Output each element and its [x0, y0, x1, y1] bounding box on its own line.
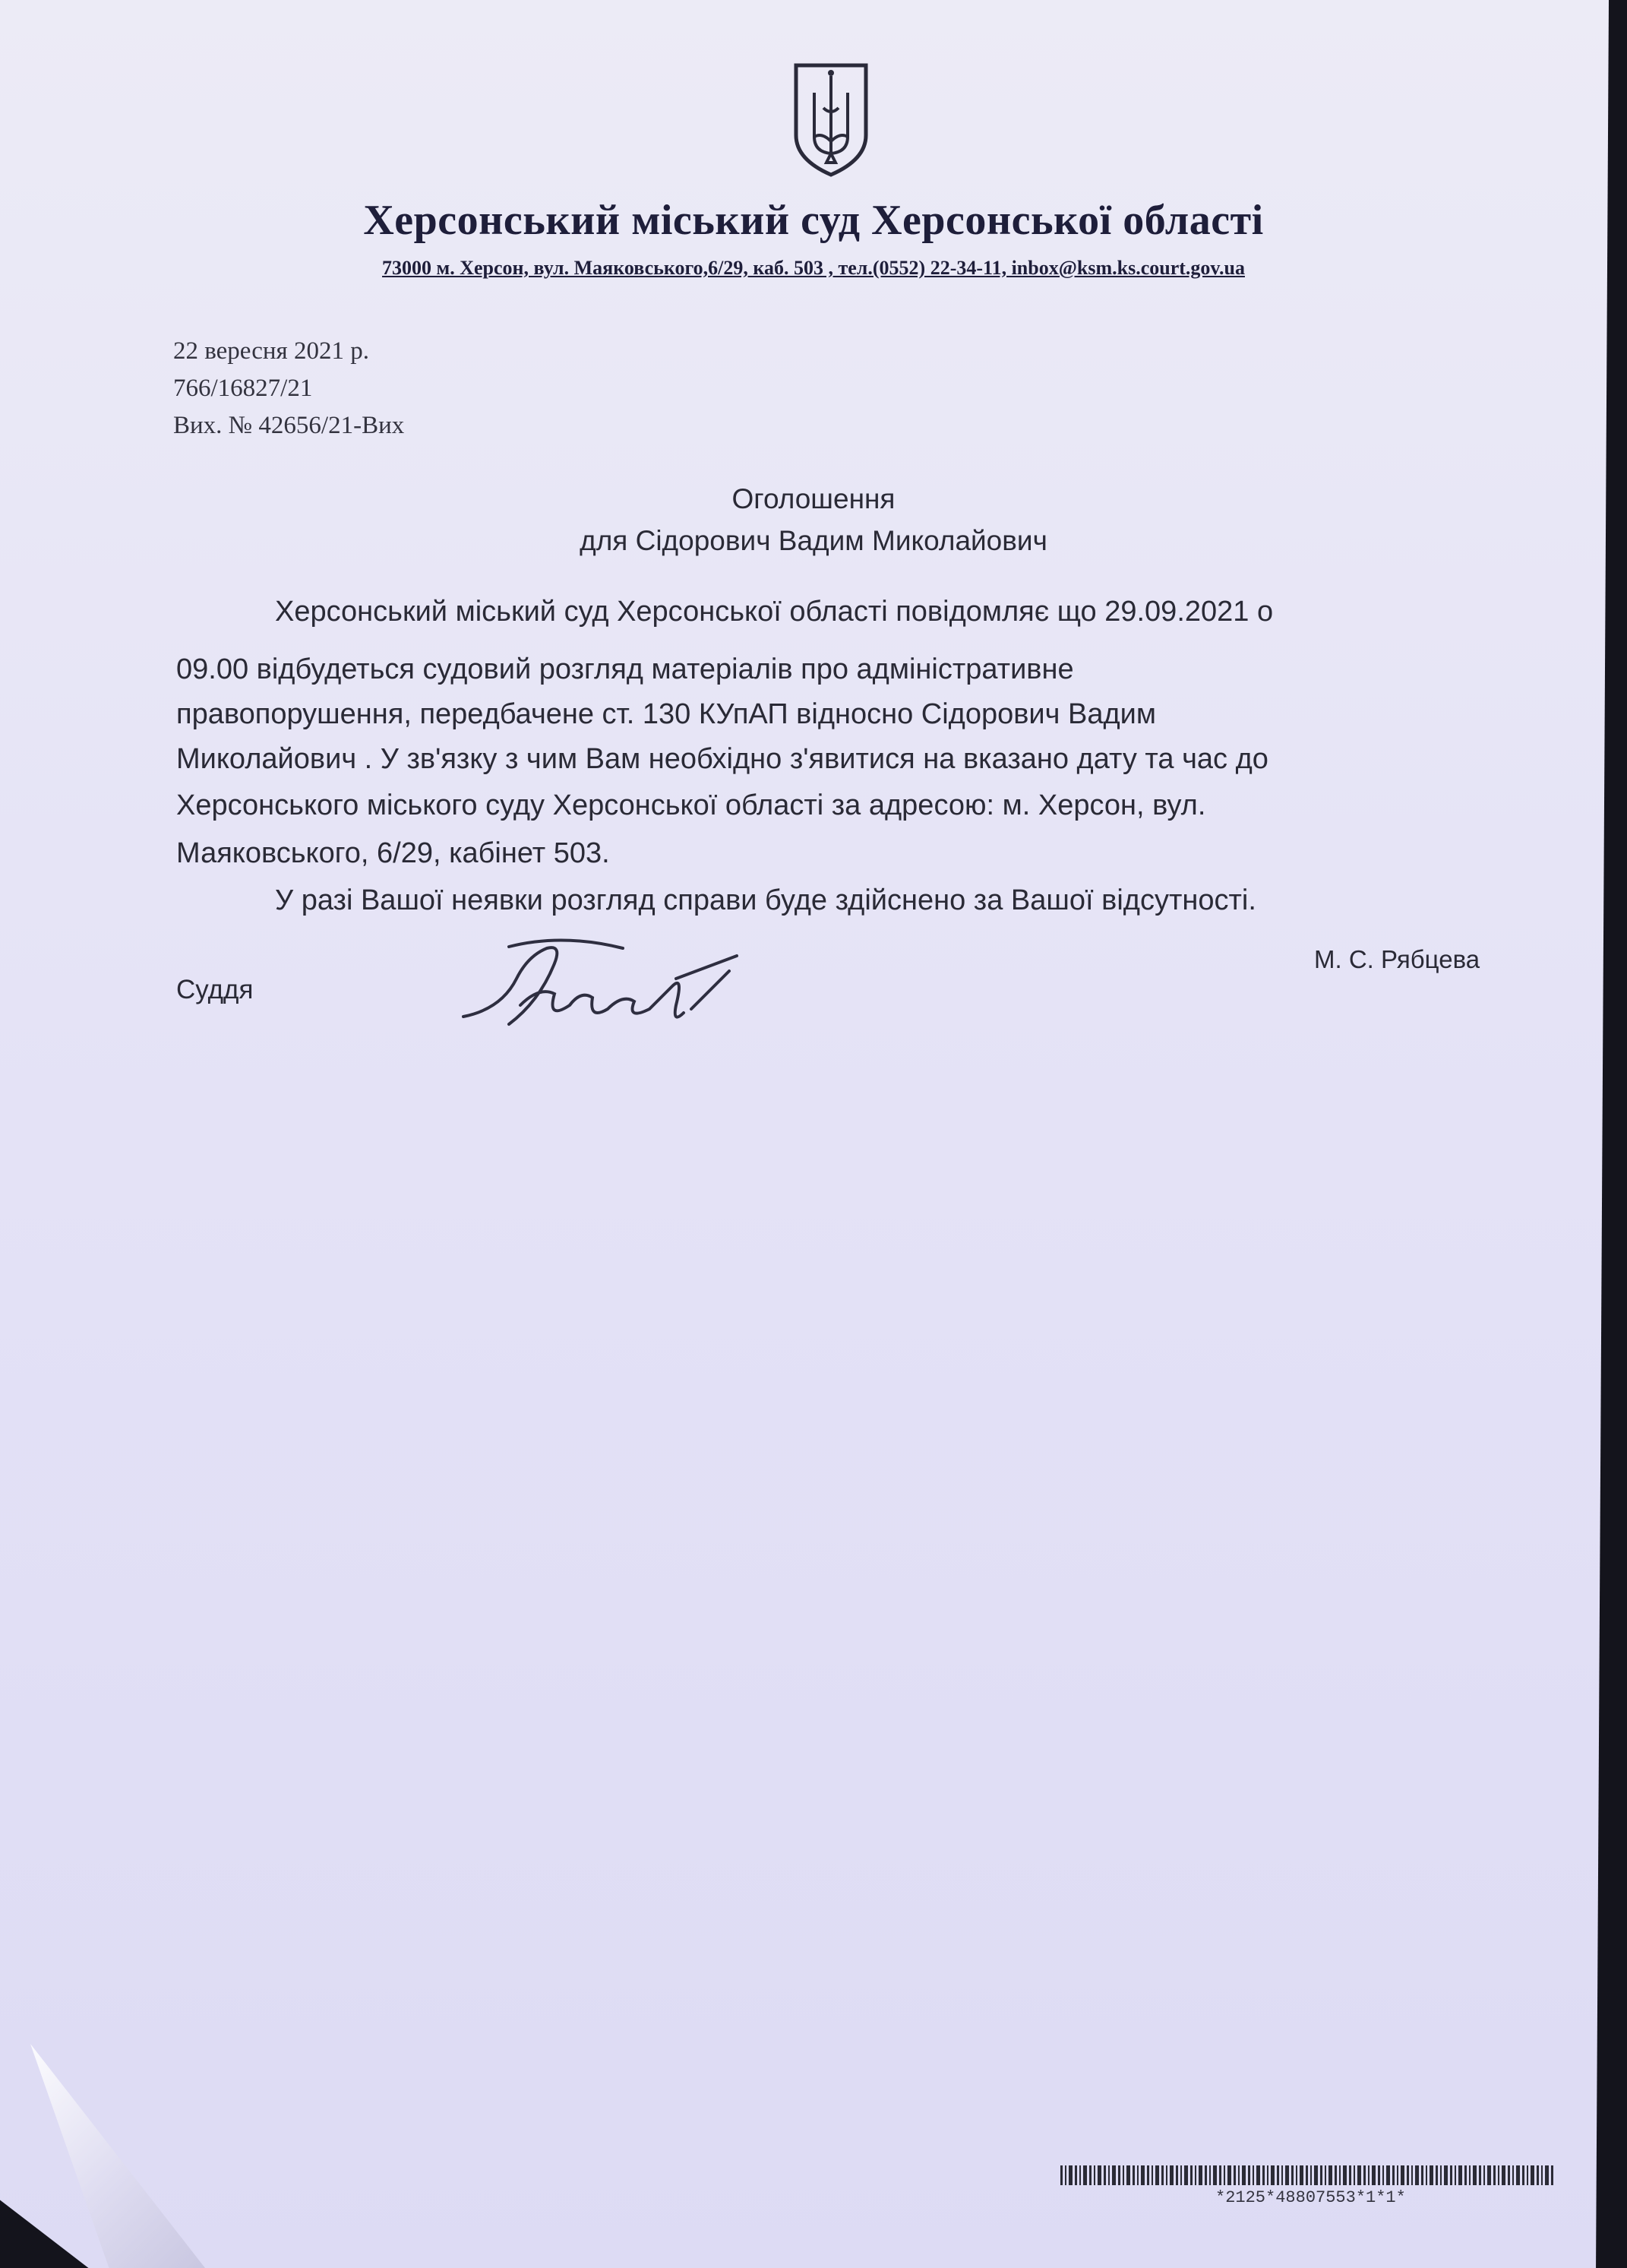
- body-line: Херсонський міський суд Херсонської області повідомляє що 29.09.2021 о: [275, 596, 1274, 628]
- notice-recipient: для Сідорович Вадим Миколайович: [580, 525, 1047, 556]
- judge-role-label: Суддя: [176, 975, 254, 1004]
- court-address: 73000 м. Херсон, вул. Маяковського,6/29, каб. 503 , тел.(0552) 22-34-11, inbox@ksm.ks.court.gov.ua: [382, 257, 1245, 279]
- document-date: 22 вересня 2021 р.: [173, 337, 369, 365]
- body-line: Миколайович . У зв'язку з чим Вам необхідно з'явитися на вказано дату та час до: [176, 743, 1268, 775]
- barcode-number: *2125*48807553*1*1*: [1215, 2188, 1406, 2207]
- body-line: правопорушення, передбачене ст. 130 КУпАП відносно Сідорович Вадим: [176, 698, 1157, 730]
- body-line: Маяковського, 6/29, кабінет 503.: [176, 837, 610, 869]
- body-line: Херсонського міського суду Херсонської області за адресою: м. Херсон, вул.: [176, 789, 1206, 821]
- judge-name: М. С. Рябцева: [1314, 945, 1480, 973]
- court-name: Херсонський міський суд Херсонської області: [363, 197, 1264, 244]
- notice-title: Оголошення: [731, 483, 896, 514]
- case-number: 766/16827/21: [173, 375, 313, 402]
- document-meta: [173, 333, 404, 444]
- outgoing-number: Вих. № 42656/21-Вих: [173, 412, 405, 439]
- barcode: [1060, 2165, 1556, 2185]
- body-line: 09.00 відбудеться судовий розгляд матеріалів про адміністративне: [176, 653, 1074, 685]
- handwritten-signature: [456, 933, 752, 1039]
- coat-of-arms-icon: [791, 62, 870, 178]
- body-line: У разі Вашої неявки розгляд справи буде здійснено за Вашої відсутності.: [275, 884, 1256, 916]
